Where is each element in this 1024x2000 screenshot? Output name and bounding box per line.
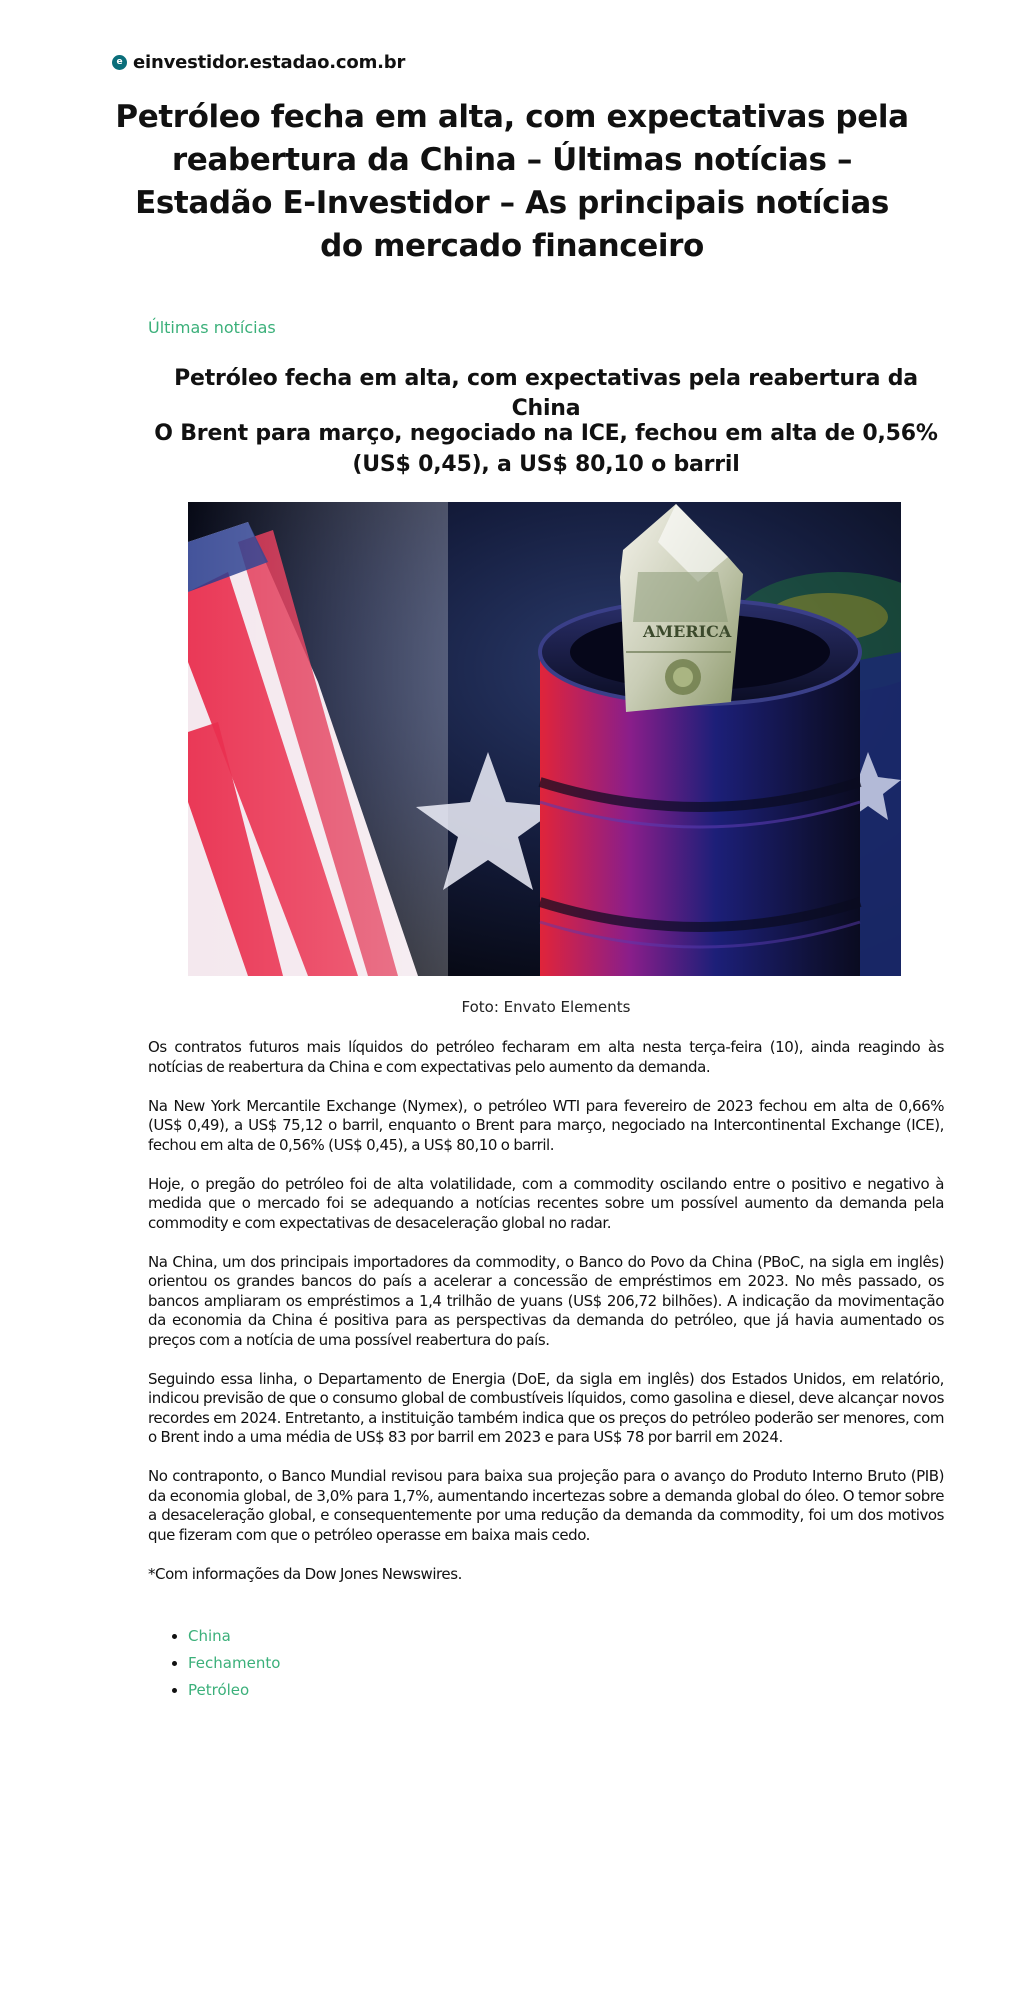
page-title: Petróleo fecha em alta, com expectativas pela reabertura da China – Últimas notícias – Estadão E-Investidor – As principais notícias do mercado financeiro bbox=[115, 99, 909, 264]
tags-list bbox=[148, 1623, 280, 1704]
article-paragraph: Na New York Mercantile Exchange (Nymex), o petróleo WTI para fevereiro de 2023 fechou em alta de 0,66% (US$ 0,49), a US$ 75,12 o barril, enquanto o Brent para março, negociado na Intercontinental Exchange (ICE), fechou em alta de 0,56% (US$ 0,45), a US$ 80,10 o barril. bbox=[148, 1096, 944, 1154]
article-source-note: *Com informações da Dow Jones Newswires. bbox=[148, 1564, 462, 1583]
tag-item bbox=[188, 1677, 280, 1704]
article-subheadline: O Brent para março, negociado na ICE, fechou em alta de 0,56% (US$ 0,45), a US$ 80,10 o barril bbox=[154, 421, 938, 477]
hero-photo bbox=[188, 502, 901, 976]
article-headline: Petróleo fecha em alta, com expectativas pela reabertura da China bbox=[174, 366, 918, 421]
article-paragraph: Os contratos futuros mais líquidos do petróleo fecharam em alta nesta terça-feira (10), ainda reagindo às notícias de reabertura da China e com expectativas pelo aumento da demanda. bbox=[148, 1038, 944, 1076]
site-header bbox=[112, 52, 405, 73]
article-paragraph: Na China, um dos principais importadores da commodity, o Banco do Povo da China (PBoC, na sigla em inglês) orientou os grandes bancos do país a acelerar a concessão de empréstimos em 2023. No mês passado, os bancos ampliaram os empréstimos a 1,4 trilhão de yuans (US$ 206,72 bilhões). A indicação da movimentação da economia da China é positiva para as perspectivas da demanda do petróleo, que já havia aumentado os preços com a notícia de uma possível reabertura do país. bbox=[148, 1252, 944, 1349]
tag-link-petroleo[interactable]: Petróleo bbox=[188, 1681, 250, 1699]
tag-link-fechamento[interactable]: Fechamento bbox=[188, 1654, 281, 1672]
article-body bbox=[148, 1038, 944, 1604]
hero-photo-illustration bbox=[188, 502, 901, 976]
site-domain[interactable]: einvestidor.estadao.com.br bbox=[133, 52, 406, 73]
article-paragraph: Hoje, o pregão do petróleo foi de alta volatilidade, com a commodity oscilando entre o positivo e negativo à medida que o mercado foi se adequando a notícias recentes sobre um possível aumento da demanda pela commodity e com expectativas de desaceleração global no radar. bbox=[148, 1174, 944, 1232]
tag-item bbox=[188, 1623, 280, 1650]
article-paragraph: Seguindo essa linha, o Departamento de Energia (DoE, da sigla em inglês) dos Estados Unidos, em relatório, indicou previsão de que o consumo global de combustíveis líquidos, como gasolina e diesel, deve alcançar novos recordes em 2024. Entretanto, a instituição também indica que os preços do petróleo poderão ser menores, com o Brent indo a uma média de US$ 83 por barril em 2023 e para US$ 78 por barril em 2024. bbox=[148, 1369, 944, 1446]
banknote-text: AMERICA bbox=[643, 622, 732, 641]
photo-caption: Foto: Envato Elements bbox=[461, 998, 631, 1016]
category-link[interactable]: Últimas notícias bbox=[148, 318, 276, 337]
article-paragraph: No contraponto, o Banco Mundial revisou para baixa sua projeção para o avanço do Produto Interno Bruto (PIB) da economia global, de 3,0% para 1,7%, aumentando incertezas sobre a demanda global do óleo. O temor sobre a desaceleração global, e consequentemente por uma redução da demanda da commodity, foi um dos motivos que fizeram com que o petróleo operasse em baixa mais cedo. bbox=[148, 1467, 944, 1544]
tag-link-china[interactable]: China bbox=[188, 1627, 231, 1645]
site-logo-icon: e bbox=[112, 55, 127, 70]
tag-item bbox=[188, 1650, 280, 1677]
